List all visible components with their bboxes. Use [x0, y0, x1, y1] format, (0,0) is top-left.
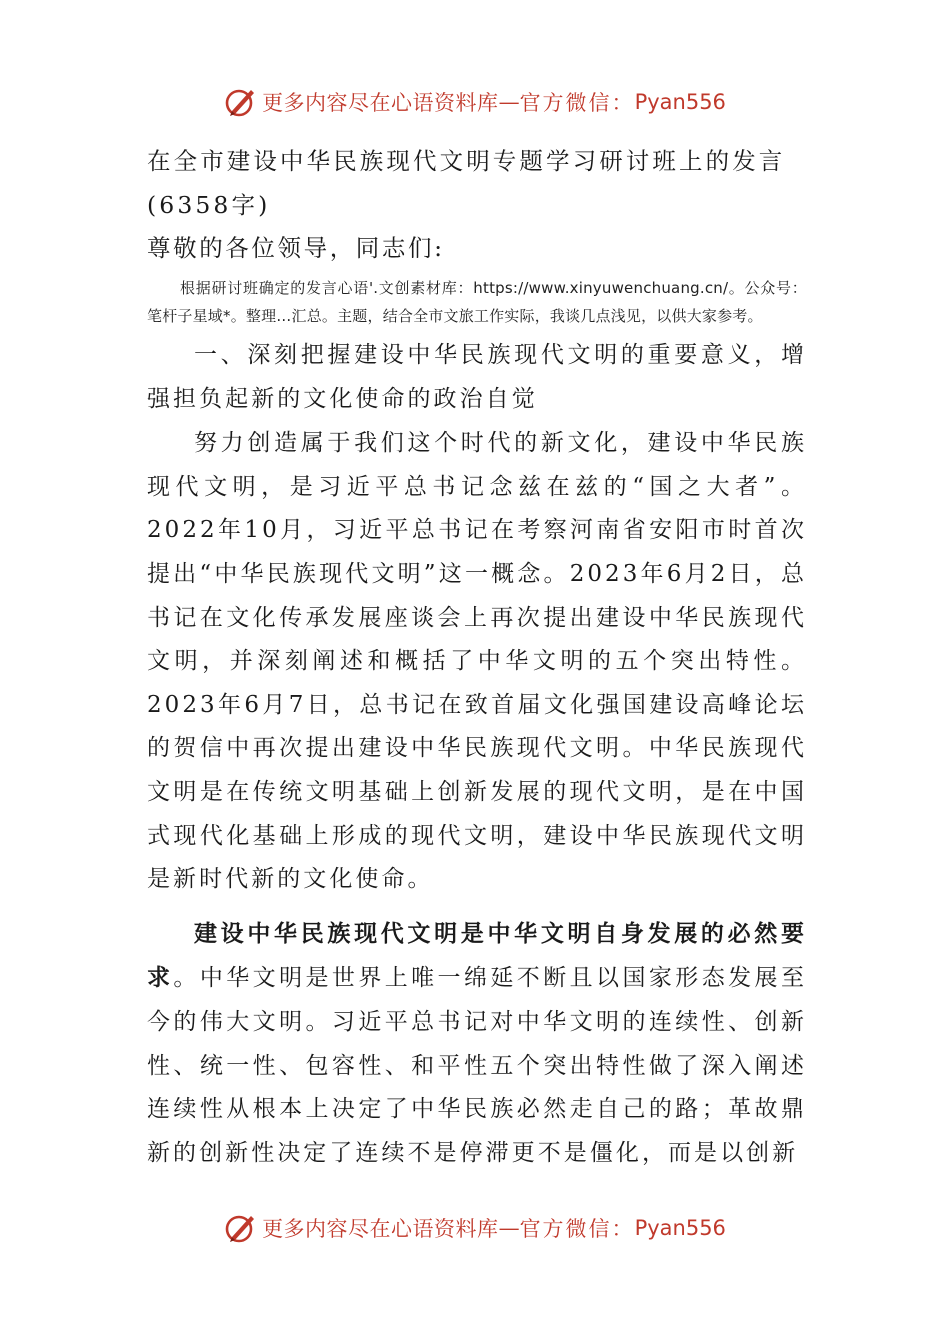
banner-wechat-id: Pyan556 [634, 90, 726, 114]
banner-separator: — [498, 90, 520, 114]
banner-text: 更多内容尽在心语资料库 [262, 1217, 499, 1241]
intro-paragraph: 根据研讨班确定的发言心语'.文创素材库：https://www.xinyuwenchuang.cn/。公众号：笔杆子星域*。整理…汇总。主题，结合全市文旅工作实际，我谈几点浅见，以供大家参考。 [147, 279, 807, 325]
section-heading-1: 一、深刻把握建设中华民族现代文明的重要意义，增强担负起新的文化使命的政治自觉 [147, 342, 807, 412]
banner-wechat-label: 官方微信： [519, 91, 635, 115]
paragraph-1: 努力创造属于我们这个时代的新文化，建设中华民族现代文明，是习近平总书记念兹在兹的“国之大者”。2022年10月，习近平总书记在考察河南省安阳市时首次提出“中华民族现代文明”这一概念。2023年6月2日，总书记在文化传承发展座谈会上再次提出建设中华民族现代文明，并深刻阐述和概括了中华文明的五个突出特性。2023年6月7日，总书记在致首届文化强国建设高峰论坛的贺信中再次提出建设中华民族现代文明。中华民族现代文明是在传统文明基础上创新发展的现代文明，是在中国式现代化基础上形成的现代文明，建设中华民族现代文明是新时代新的文化使命。 [147, 430, 807, 893]
salutation: 尊敬的各位领导，同志们: [147, 234, 445, 262]
banner-wechat-label: 官方微信： [519, 1217, 635, 1241]
doc-title: 在全市建设中华民族现代文明专题学习研讨班上的发言 [147, 147, 786, 175]
banner-wechat-id: Pyan556 [634, 1216, 726, 1240]
paragraph-2-text: 。中华文明是世界上唯一绵延不断且以国家形态发展至今的伟大文明。习近平总书记对中华文明的连续性、创新性、统一性、包容性、和平性五个突出特性做了深入阐述连续性从根本上决定了中华民族必然走自己的路；革故鼎新的创新性决定了连续不是停滞更不是僵化，而是以创新 [147, 965, 807, 1166]
banner-text: 更多内容尽在心语资料库 [262, 91, 499, 115]
doc-title-wordcount: (6358字) [147, 190, 271, 219]
banner-separator: — [498, 1216, 520, 1240]
pen-logo-icon [224, 1211, 258, 1245]
document-body [147, 140, 807, 1175]
paragraph-2-lead: 建设中华民族现代文明是中华文明自身发展的必然要求 [147, 919, 807, 992]
pen-logo-icon [224, 85, 258, 119]
header-banner [0, 82, 950, 122]
footer-banner [0, 1208, 950, 1248]
paragraph-2 [147, 912, 807, 1176]
